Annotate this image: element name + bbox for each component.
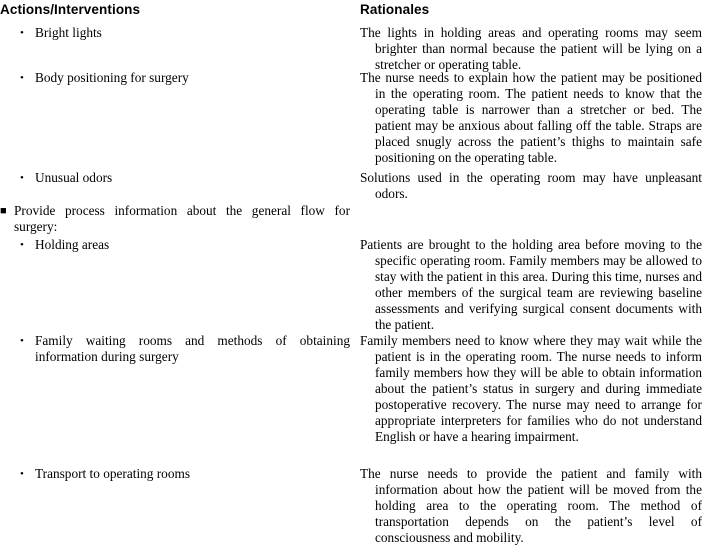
action-item-transport xyxy=(0,466,350,482)
bullet-icon: • xyxy=(20,335,24,347)
action-section-process-information xyxy=(0,203,350,235)
table-row xyxy=(0,25,702,70)
rationale-text: Solutions used in the operating room may have unpleasant odors. xyxy=(360,170,702,201)
table-header-row xyxy=(0,0,702,25)
action-label: Family waiting rooms and methods of obtaining information during surgery xyxy=(35,333,350,364)
bullet-icon: • xyxy=(20,72,24,84)
table-row xyxy=(0,237,702,333)
action-item-family-waiting-rooms xyxy=(0,333,350,365)
rationale-cell xyxy=(350,237,702,333)
rationale-cell xyxy=(350,466,702,546)
square-bullet-icon: ■ xyxy=(0,205,7,217)
rationale-text: The nurse needs to provide the patient and family with information about how the patient will be moved from the holding area to the operating room. The method of transportation depends on the patient’s level of consciousness and mobility. xyxy=(360,466,702,545)
bullet-icon: • xyxy=(20,468,24,480)
action-label: Bright lights xyxy=(35,25,102,40)
rationale-text: The nurse needs to explain how the patient may be positioned in the operating room. The patient needs to know that the operating table is narrower than a stretcher or bed. The patient may be anxious about falling off the table. Straps are placed snugly across the patient’s thighs to maintain safe positioning on the operating table. xyxy=(360,70,702,165)
table-row xyxy=(0,466,702,548)
action-label: Holding areas xyxy=(35,237,110,252)
table-row xyxy=(0,70,702,170)
table-row xyxy=(0,333,702,466)
action-label: Transport to operating rooms xyxy=(35,466,190,481)
bullet-icon: • xyxy=(20,27,24,39)
rationale-text: The lights in holding areas and operating rooms may seem brighter than normal because the patient will be lying on a stretcher or operating table. xyxy=(360,25,702,72)
rationales-header: Rationales xyxy=(360,2,430,17)
rationale-cell xyxy=(350,170,702,202)
rationale-text: Family members need to know where they may wait while the patient is in the operating room. The nurse needs to inform family members how they will be able to obtain information about the patient’s status in surgery and during immediate postoperative recovery. The nurse may need to arrange for appropriate interpreters for families who do not understand English or have a hearing impairment. xyxy=(360,333,702,444)
action-item-body-positioning xyxy=(0,70,350,86)
table-row xyxy=(0,170,702,203)
action-section-label: Provide process information about the general flow for surgery: xyxy=(14,203,350,234)
action-item-holding-areas xyxy=(0,237,350,253)
bullet-icon: • xyxy=(20,239,24,251)
rationale-text: Patients are brought to the holding area before moving to the specific operating room. Family members may be allowed to stay with the patient in this area. During this time, nurses and other members of the surgical team are reviewing baseline assessments and verifying surgical consent documents with the patient. xyxy=(360,237,702,332)
action-label: Body positioning for surgery xyxy=(35,70,189,85)
action-item-bright-lights xyxy=(0,25,350,41)
table-row xyxy=(0,203,702,237)
rationale-cell xyxy=(350,70,702,166)
action-label: Unusual odors xyxy=(35,170,113,185)
actions-interventions-header: Actions/Interventions xyxy=(0,2,141,17)
action-item-unusual-odors xyxy=(0,170,350,186)
bullet-icon: • xyxy=(20,172,24,184)
rationale-cell xyxy=(350,333,702,445)
rationale-cell xyxy=(350,25,702,73)
